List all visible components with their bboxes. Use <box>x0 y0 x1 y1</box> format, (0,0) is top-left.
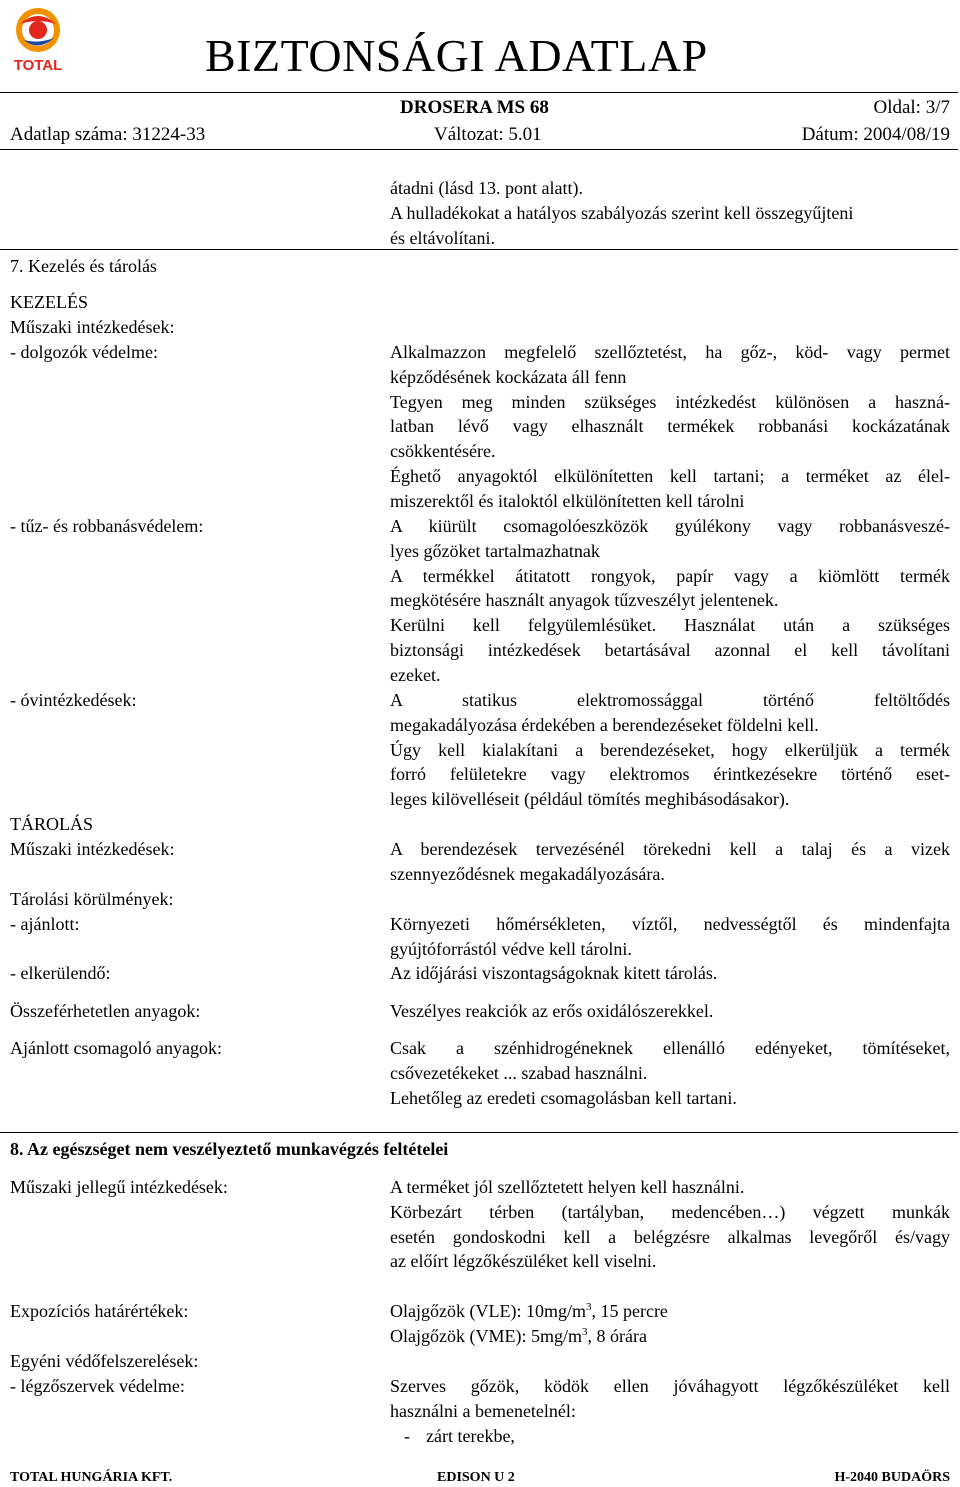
version: Változat: 5.01 <box>434 124 542 145</box>
section-7-title: 7. Kezelés és tárolás <box>10 256 157 276</box>
text-line: csökkentésére. <box>390 441 496 462</box>
footer-company: TOTAL HUNGÁRIA KFT. <box>10 1470 173 1485</box>
storage-heading: TÁROLÁS <box>10 814 94 834</box>
text-line: képződésének kockázata áll fenn <box>390 366 627 387</box>
technical-measures-label: Műszaki intézkedések: <box>10 317 175 337</box>
page-number: Oldal: 3/7 <box>873 97 950 118</box>
header-rule-bottom <box>0 149 958 150</box>
storage-technical-label: Műszaki intézkedések: <box>10 839 175 859</box>
text-line: az előírt légzőkészüléket kell viselni. <box>390 1251 657 1272</box>
text-line: Csak a szénhidrogéneknek ellenálló edényeket, tömítéseket, <box>390 1038 950 1058</box>
text-line: Veszélyes reakciók az erős oxidálószerekkel. <box>390 1001 714 1021</box>
packaging-label: Ajánlott csomagoló anyagok: <box>10 1038 222 1058</box>
bullet-item <box>390 1424 950 1449</box>
product-name: DROSERA MS 68 <box>400 97 549 118</box>
respiratory-label: - légzőszervek védelme: <box>10 1376 185 1396</box>
worker-protection-label: - dolgozók védelme: <box>10 342 158 362</box>
text-line: Lehetőleg az eredeti csomagolásban kell tartani. <box>390 1087 737 1108</box>
text-line: szennyeződésnek megakadályozására. <box>390 863 665 884</box>
intro-text <box>390 176 950 250</box>
text-line: A termékkel átitatott rongyok, papír vagy a kiömlött termék <box>390 565 950 586</box>
footer-address: EDISON U 2 <box>437 1470 515 1485</box>
text-line: Az időjárási viszontagságoknak kitett tárolás. <box>390 963 718 983</box>
incompatible-label: Összeférhetetlen anyagok: <box>10 1001 201 1021</box>
text-line: A kiürült csomagolóeszközök gyúlékony vagy robbanásveszé- <box>390 516 950 536</box>
text-line: lyes gőzöket tartalmazhatnak <box>390 540 600 561</box>
section-8-rule <box>0 1132 958 1133</box>
recommended-text <box>390 912 950 962</box>
fire-protection-label: - tűz- és robbanásvédelem: <box>10 516 204 536</box>
footer-city: H-2040 BUDAÖRS <box>834 1470 950 1485</box>
text-line: A terméket jól szellőztetett helyen kell használni. <box>390 1177 745 1197</box>
text-line: Környezeti hőmérsékleten, víztől, nedvességtől és mindenfajta <box>390 914 950 934</box>
text-line: A berendezések tervezésénél törekedni kell a talaj és a vizek <box>390 839 950 859</box>
intro-line: átadni (lásd 13. pont alatt). <box>390 178 583 198</box>
text-line: forró felületekre vagy elektromos érintkezésekre történő eset- <box>390 764 950 785</box>
text-line: csővezetékeket ... szabad használni. <box>390 1062 648 1083</box>
exposure-label: Expozíciós határértékek: <box>10 1301 189 1321</box>
exposure-text <box>390 1299 950 1349</box>
respiratory-text <box>390 1374 950 1448</box>
avoid-label: - elkerülendő: <box>10 963 111 983</box>
logo-text: TOTAL <box>13 57 63 74</box>
text-line: latban lévő vagy elhasznált termékek robbanási kockázatának <box>390 416 950 437</box>
incompatible-text <box>390 999 950 1024</box>
text-line: Kerülni kell felgyülemlésüket. Használat után a szükséges <box>390 615 950 636</box>
engineering-text <box>390 1175 950 1274</box>
text-line: ezeket. <box>390 664 441 685</box>
precautions-label: - óvintézkedések: <box>10 690 137 710</box>
exposure-vme: Olajgőzök (VME): $5mg/m^3$, 8 órára <box>390 1325 647 1346</box>
total-logo <box>8 4 68 76</box>
worker-protection-text <box>390 340 950 514</box>
text-line: miszerektől és italoktól elkülönítetten kell tárolni <box>390 490 745 511</box>
text-line: Alkalmazzon megfelelő szellőztetést, ha gőz-, köd- vagy permet <box>390 342 950 362</box>
handling-heading: KEZELÉS <box>10 292 88 312</box>
text-line: Szerves gőzök, ködök ellen jóváhagyott légzőkészüléket kell <box>390 1376 950 1396</box>
text-line: gyújtóforrástól védve kell tárolni. <box>390 938 632 959</box>
storage-conditions-label: Tárolási körülmények: <box>10 889 174 909</box>
exposure-vle: Olajgőzök (VLE): $10mg/m^3$, 15 percre <box>390 1301 668 1321</box>
intro-line: és eltávolítani. <box>390 227 495 248</box>
bullet-text: zárt terekbe, <box>426 1425 515 1446</box>
intro-line: A hulladékokat a hatályos szabályozás szerint kell összegyűjteni <box>390 202 854 223</box>
avoid-text <box>390 961 950 986</box>
text-line: esetén gondoskodni kell a belégzésre alkalmas levegőről és/vagy <box>390 1226 950 1247</box>
text-line: Tegyen meg minden szükséges intézkedést különösen a haszná- <box>390 391 950 412</box>
total-logo-icon <box>8 4 68 76</box>
storage-technical-text <box>390 837 950 887</box>
text-line: A statikus elektromossággal történő feltöltődés <box>390 690 950 710</box>
header-rule-top <box>0 92 958 93</box>
text-line: Úgy kell kialakítani a berendezéseket, hogy elkerüljük a termék <box>390 739 950 760</box>
text-line: megkötésére használt anyagok tűzveszélyt jelentenek. <box>390 590 779 611</box>
document-title: BIZTONSÁGI ADATLAP <box>205 30 708 81</box>
text-line: Éghető anyagoktól elkülönítetten kell tartani; a terméket az élel- <box>390 465 950 486</box>
text-line: Körbezárt térben (tartályban, medencében…) végzett munkák <box>390 1201 950 1222</box>
section-7-rule <box>0 249 958 250</box>
recommended-label: - ajánlott: <box>10 914 80 934</box>
text-line: használni a bemenetelnél: <box>390 1400 576 1421</box>
section-8-title-text: 8. Az egészséget nem veszélyeztető munkavégzés feltételei <box>10 1139 449 1159</box>
precautions-text <box>390 688 950 812</box>
date: Dátum: 2004/08/19 <box>801 124 950 145</box>
sheet-number: Adatlap száma: 31224-33 <box>10 124 206 145</box>
ppe-label: Egyéni védőfelszerelések: <box>10 1351 199 1371</box>
fire-protection-text <box>390 514 950 688</box>
text-line: biztonsági intézkedések betartásával azonnal el kell távolítani <box>390 639 950 660</box>
bullet-marker: - <box>404 1425 410 1446</box>
text-line: megakadályozása érdekében a berendezéseket földelni kell. <box>390 714 819 735</box>
engineering-label: Műszaki jellegű intézkedések: <box>10 1177 228 1197</box>
section-8-title <box>10 1137 448 1161</box>
text-line: leges kilövelléseit (például tömítés meghibásodásakor). <box>390 789 790 810</box>
packaging-text <box>390 1036 950 1110</box>
